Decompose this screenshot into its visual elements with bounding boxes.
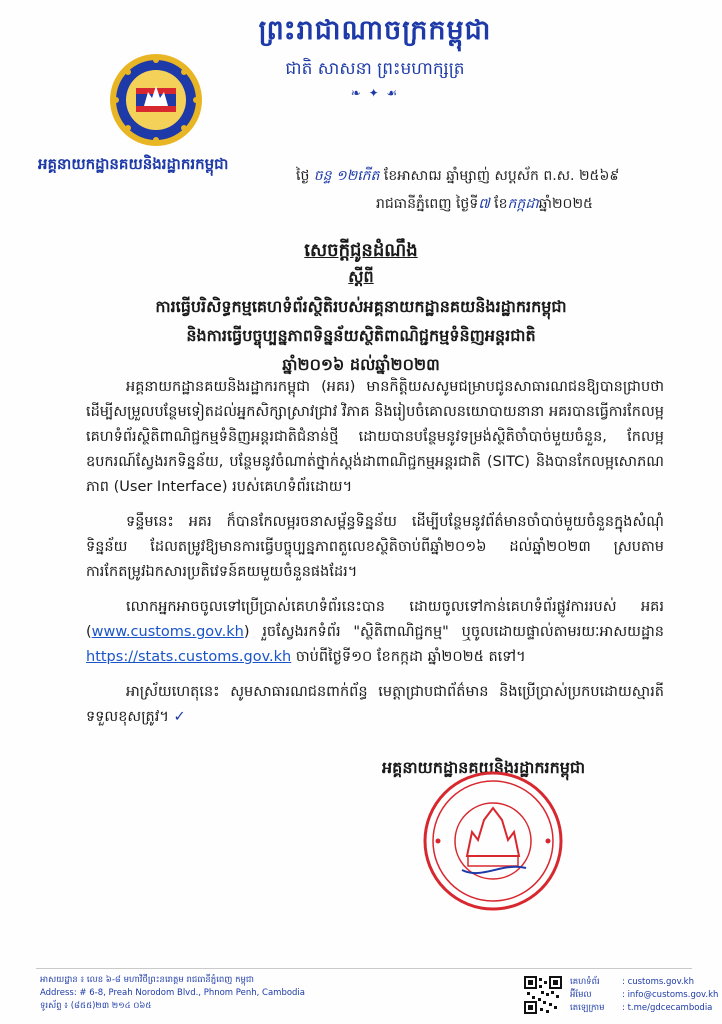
footer-address xyxy=(40,974,420,1013)
subject-line-1: ការធ្វើបរិសិទ្ធកម្មគេហទំព័រស្ថិតិរបស់អគ្គនាយកដ្ឋានគយនិងរដ្ឋាករកម្ពុជា xyxy=(155,297,567,316)
notice-subject xyxy=(60,292,662,379)
notice-title: សេចក្ដីជូនដំណឹង xyxy=(304,240,418,261)
qr-code xyxy=(524,976,562,1014)
kingdom-heading: ព្រះរាជាណាចក្រកម្ពុជា xyxy=(258,15,492,46)
email-row xyxy=(570,989,720,1002)
telegram-row xyxy=(570,1002,720,1015)
website-row xyxy=(570,976,720,989)
address-kh: អាសយដ្ឋាន ៖ លេខ ៦-៨ មហាវិថីព្រះនរោត្តម រាជធានីភ្នំពេញ កម្ពុជា xyxy=(40,975,254,985)
gdce-logo xyxy=(108,52,204,148)
organization-name: អគ្គនាយកដ្ឋានគយនិងរដ្ឋាករកម្ពុជា xyxy=(38,155,229,173)
notice-body xyxy=(86,375,664,740)
email-label: អ៊ីមែល xyxy=(570,990,592,1000)
lunar-prefix: ថ្ងៃ xyxy=(296,168,310,184)
subject-line-3: ឆ្នាំ២០១៦ ដល់ឆ្នាំ២០២៣ xyxy=(282,355,440,374)
signer-title: អគ្គនាយកដ្ឋានគយនិងរដ្ឋាករកម្ពុជា xyxy=(382,758,586,777)
place-prefix: រាជធានីភ្នំពេញ ថ្ងៃទី xyxy=(376,196,479,212)
footer-contacts xyxy=(570,976,720,1015)
website-value[interactable]: : customs.gov.kh xyxy=(622,977,694,987)
stats-website-link[interactable]: https://stats.customs.gov.kh xyxy=(86,649,292,665)
date-year: ឆ្នាំ២០២៥ xyxy=(538,196,593,212)
place-date xyxy=(376,194,696,215)
official-seal xyxy=(422,770,564,912)
phone: ទូរស័ព្ទ ៖ (៨៥៥)២៣ ២១៤ ០៦៥ xyxy=(40,1001,152,1011)
lunar-date xyxy=(296,166,696,187)
month-prefix: ខែ xyxy=(494,196,508,212)
regarding-label: ស្ដីពី xyxy=(348,267,374,286)
email-value[interactable]: : info@customs.gov.kh xyxy=(622,990,719,1000)
paragraph-3 xyxy=(86,595,664,670)
paragraph-3-text-a: លោកអ្នកអាចចូលទៅប្រើប្រាស់គេហទំព័រនេះបាន ដោយចូលទៅកាន់គេហទំព័រផ្លូវការរបស់ អគរ ( xyxy=(86,599,664,640)
lunar-rest: ខែអាសាឍ ឆ្នាំម្សាញ់ សប្តស័ក ព.ស. ២៥៦៩ xyxy=(383,168,620,184)
telegram-value[interactable]: : t.me/gdcecambodia xyxy=(622,1003,713,1013)
subject-line-2: និងការធ្វើបច្ចុប្បន្នភាពទិន្នន័យស្ថិតិពាណិជ្ជកម្មទំនិញអន្តរជាតិ xyxy=(186,326,536,345)
lunar-handwritten: ចន្ទ ១២កើត xyxy=(313,168,380,184)
day-handwritten: ៧ xyxy=(478,196,490,212)
paragraph-1: អគ្គនាយកដ្ឋានគយនិងរដ្ឋាករកម្ពុជា (អគរ) មានកិត្តិយសសូមជម្រាបជូនសាធារណជនឱ្យបានជ្រាបថា ដើម្បីសម្រួលបន្ថែមទៀតដល់អ្នកសិក្សាស្រាវជ្រាវ វិភាគ និងរៀបចំគោលនយោបាយនានា អគរបានធ្វើការកែលម្អគេហទំព័រស្ថិតិពាណិជ្ជកម្មទំនិញអន្តរជាតិជំនាន់ថ្មី ដោយបានបន្ថែមនូវទម្រង់ស្ថិតិចាំបាច់មួយចំនួន, កែលម្អឧបករណ៍ស្វែងរកទិន្នន័យ, បន្ថែមនូវចំណាត់ថ្នាក់ស្តង់ដាពាណិជ្ជកម្មអន្តរជាតិ (SITC) និងបានកែលម្អសោភណភាព (User Interface) របស់គេហទំព័រដោយ។ xyxy=(86,379,664,495)
paragraph-4 xyxy=(86,680,664,730)
address-en: Address: # 6-8, Preah Norodom Blvd., Phnom Penh, Cambodia xyxy=(40,988,306,998)
footer-divider xyxy=(36,968,692,969)
paragraph-4-text: អាស្រ័យហេតុនេះ សូមសាធារណជនពាក់ព័ន្ធ មេត្តាជ្រាបជាព័ត៌មាន និងប្រើប្រាស់ប្រកបដោយស្មារតីទទួលខុសត្រូវ។ xyxy=(86,684,664,725)
paragraph-3-text-b: ) រួចស្វែងរកទំព័រ "ស្ថិតិពាណិជ្ជកម្ម" ឬចូលដោយផ្ទាល់តាមរយៈអាសយដ្ឋាន xyxy=(243,624,664,640)
initial-mark: ✓ xyxy=(173,709,186,725)
customs-website-link[interactable]: www.customs.gov.kh xyxy=(91,624,244,640)
paragraph-3-text-c: ចាប់ពីថ្ងៃទី១០ ខែកក្កដា ឆ្នាំ២០២៥ តទៅ។ xyxy=(291,649,526,665)
paragraph-2: ទន្ទឹមនេះ អគរ ក៏បានកែលម្អរចនាសម្ព័ន្ធទិន្នន័យ ដើម្បីបន្ថែមនូវព័ត៌មានចាំបាច់មួយចំនួនក្នុងសំណុំទិន្នន័យ ដែលតម្រូវឱ្យមានការធ្វើបច្ចុប្បន្នភាពតួលេខស្ថិតិចាប់ពីឆ្នាំ២០១៦ ដល់ឆ្នាំ២០២៣ ស្របតាមការកែតម្រូវឯកសារប្រតិវេទន៍គយមួយចំនួនផងដែរ។ xyxy=(86,514,664,580)
national-motto: ជាតិ សាសនា ព្រះមហាក្សត្រ xyxy=(285,59,465,79)
telegram-label: តេឡេក្រាម xyxy=(570,1003,605,1013)
website-label: គេហទំព័រ xyxy=(570,977,600,987)
header-ornament: ❧ ✦ ☙ xyxy=(350,86,400,100)
month-handwritten: កក្កដា xyxy=(507,196,539,212)
